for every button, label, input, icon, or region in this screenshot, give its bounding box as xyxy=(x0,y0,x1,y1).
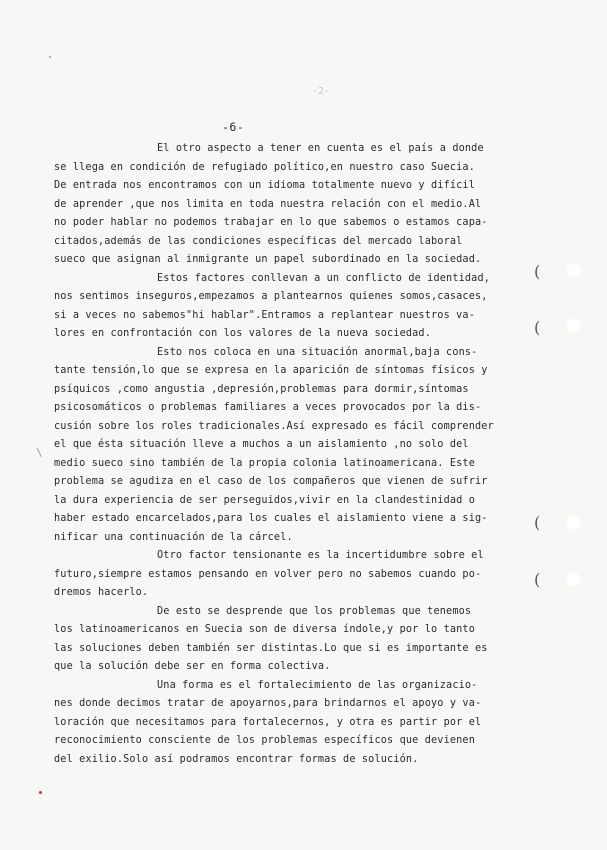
ink-speck xyxy=(49,56,51,58)
body-line: el que ésta situación lleve a muchos a un aislamiento ,no solo del xyxy=(54,439,469,450)
body-line: futuro,siempre estamos pensando en volver pero no sabemos cuando po- xyxy=(54,569,482,580)
body-line: de aprender ,que nos limita en toda nuestra relación con el medio.Al xyxy=(54,199,482,210)
body-line: nes donde decimos tratar de apoyarnos,para brindarnos el apoyo y va- xyxy=(54,698,482,709)
margin-backslash: \ xyxy=(36,446,43,459)
body-line: De entrada nos encontramos con un idioma totalmente nuevo y difícil xyxy=(54,180,475,191)
body-line: psicosomáticos o problemas familiares a veces provocados por la dis- xyxy=(54,402,482,413)
margin-bracket: ( xyxy=(534,318,541,337)
punch-hole xyxy=(566,572,581,587)
body-line: del exilio.Solo así podramos encontrar formas de solución. xyxy=(54,754,419,765)
margin-bracket: ( xyxy=(534,513,541,532)
body-line: Una forma es el fortalecimiento de las organizacio- xyxy=(157,680,478,691)
body-line: Esto nos coloca en una situación anormal,baja cons- xyxy=(157,347,478,358)
margin-bracket: ( xyxy=(534,262,541,281)
body-line: nos sentimos inseguros,empezamos a plantearnos quienes somos,casaces, xyxy=(54,291,488,302)
punch-hole xyxy=(566,318,581,333)
body-line: De esto se desprende que los problemas que tenemos xyxy=(157,606,472,617)
body-line: Estos factores conllevan a un conflicto de identidad, xyxy=(157,273,491,284)
body-line: no poder hablar no podemos trabajar en lo que sabemos o estamos capa- xyxy=(54,217,488,228)
margin-bracket: ( xyxy=(534,570,541,589)
body-line: si a veces no sabemos"hi hablar".Entramos a replantear nuestros va- xyxy=(54,310,475,321)
punch-hole xyxy=(566,263,581,278)
body-line: las soluciones deben también ser distintas.Lo que si es importante es xyxy=(54,643,488,654)
body-line: cusión sobre los roles tradicionales.Así expresado es fácil comprender xyxy=(54,421,494,432)
body-line: psíquicos ,como angustia ,depresión,problemas para dormir,síntomas xyxy=(54,384,469,395)
body-line: problema se agudiza en el caso de los compañeros que vienen de sufrir xyxy=(54,476,488,487)
body-line: medio sueco sino también de la propia colonia latinoamericana. Este xyxy=(54,458,475,469)
body-line: la dura experiencia de ser perseguidos,vivir en la clandestinidad o xyxy=(54,495,475,506)
page-number: -6- xyxy=(222,120,245,134)
faint-top-mark: -2- xyxy=(312,86,331,97)
punch-hole xyxy=(566,515,581,530)
body-line: reconocimiento consciente de los problemas específicos que devienen xyxy=(54,735,475,746)
body-line: tante tensión,lo que se expresa en la aparición de síntomas físicos y xyxy=(54,365,488,376)
body-line: El otro aspecto a tener en cuenta es el país a donde xyxy=(157,143,484,154)
body-line: Otro factor tensionante es la incertidumbre sobre el xyxy=(157,550,484,561)
ink-speck xyxy=(39,791,42,794)
body-line: loración que necesitamos para fortalecernos, y otra es partir por el xyxy=(54,717,482,728)
body-line: los latinoamericanos en Suecia son de diversa índole,y por lo tanto xyxy=(54,624,475,635)
body-line: lores en confrontación con los valores de la nueva sociedad. xyxy=(54,328,432,339)
body-line: sueco que asignan al inmigrante un papel subordinado en la sociedad. xyxy=(54,254,482,265)
body-line: citados,además de las condiciones específicas del mercado laboral xyxy=(54,236,463,247)
body-line: nificar una continuación de la cárcel. xyxy=(54,532,293,543)
body-line: haber estado encarcelados,para los cuales el aislamiento viene a sig- xyxy=(54,513,488,524)
body-line: que la solución debe ser en forma colectiva. xyxy=(54,661,331,672)
body-line: dremos hacerlo. xyxy=(54,587,149,598)
body-line: se llega en condición de refugiado político,en nuestro caso Suecia. xyxy=(54,162,475,173)
